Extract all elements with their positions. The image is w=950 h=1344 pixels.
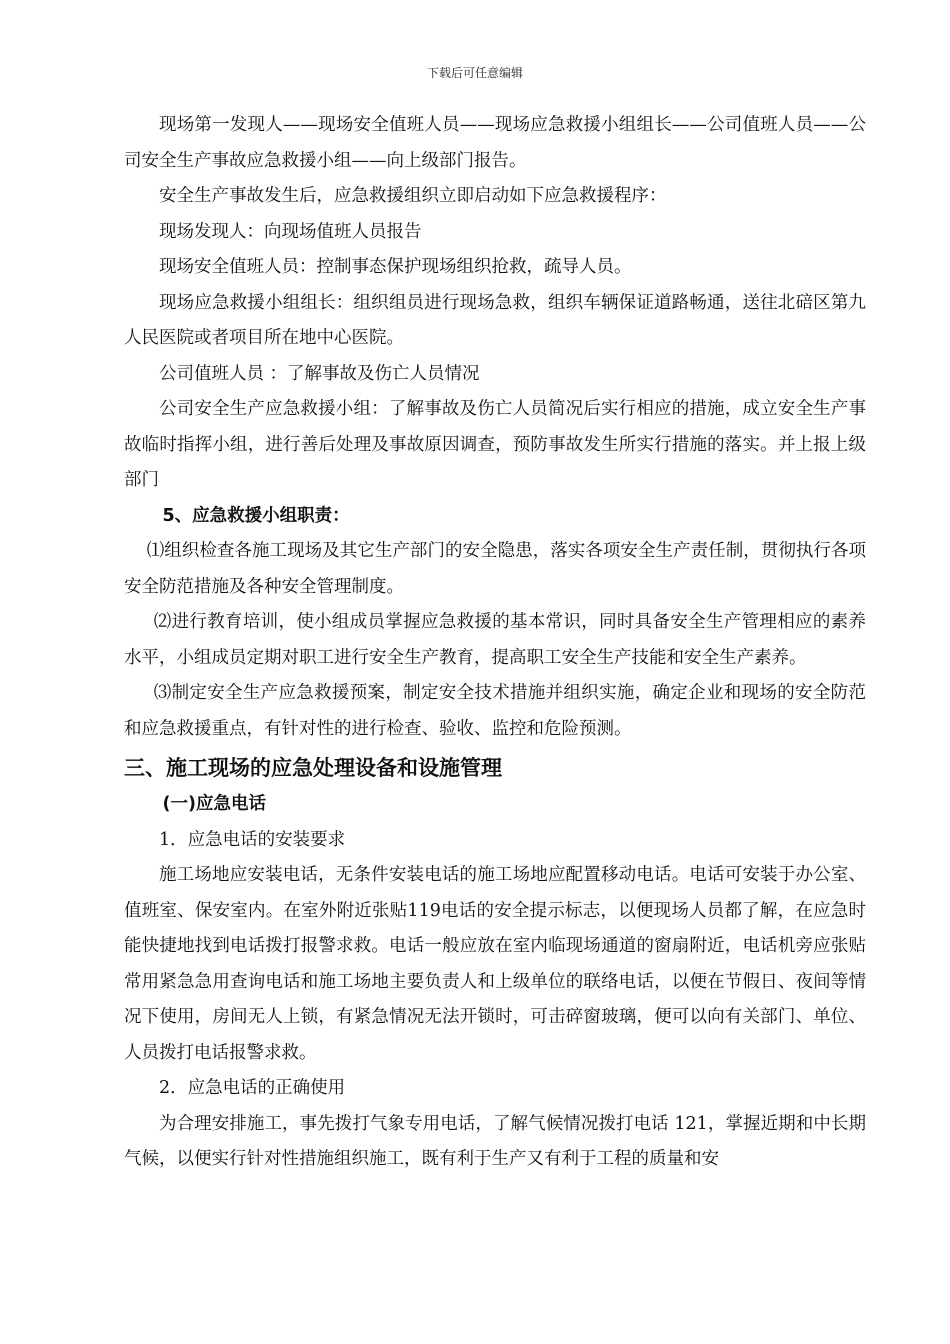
subsection-heading-phone: (一)应急电话 xyxy=(162,794,266,814)
paragraph-usage: 为合理安排施工，事先拨打气象专用电话，了解气候情况拨打电话 121，掌握近期和中长期气候，以便实行针对性措施组织施工，既有利于生产又有利于工程的质量和安 xyxy=(124,1113,866,1169)
duty-item-2: ⑵进行教育培训，使小组成员掌握应急救援的基本常识，同时具备安全生产管理相应的素养水平，小组成员定期对职工进行安全生产教育，提高职工安全生产技能和安全生产素养。 xyxy=(124,612,866,668)
paragraph-install: 施工场地应安装电话，无条件安装电话的施工场地应配置移动电话。电话可安装于办公室、值班室、保安室内。在室外附近张贴119电话的安全提示标志，以便现场人员都了解，在应急时能快捷地找到电话拨打报警求救。电话一般应放在室内临现场通道的窗扇附近，电话机旁应张贴常用紧急急用查询电话和施工场地主要负责人和上级单位的联络电话，以便在节假日、夜间等情况下使用，房间无人上锁，有紧急情况无法开锁时，可击碎窗玻璃，便可以向有关部门、单位、人员拨打电话报警求救。 xyxy=(124,865,866,1063)
paragraph-team-leader: 现场应急救援小组组长：组织组员进行现场急救，组织车辆保证道路畅通，送往北碚区第九人民医院或者项目所在地中心医院。 xyxy=(124,292,866,348)
item-heading-install: 1．应急电话的安装要求 xyxy=(159,829,346,850)
paragraph-site-duty: 现场安全值班人员：控制事态保护现场组织抢救，疏导人员。 xyxy=(159,257,632,277)
item-heading-usage: 2．应急电话的正确使用 xyxy=(159,1078,346,1098)
section-heading-duties: 5、应急救援小组职责： xyxy=(162,505,350,526)
duty-item-3: ⑶制定安全生产应急救援预案，制定安全技术措施并组织实施，确定企业和现场的安全防范和应急救援重点，有针对性的进行检查、验收、监控和危险预测。 xyxy=(124,683,866,739)
paragraph-company-duty: 公司值班人员 ：了解事故及伤亡人员情况 xyxy=(159,363,480,384)
paragraph-discoverer: 现场发现人：向现场值班人员报告 xyxy=(159,221,422,242)
duty-item-1: ⑴组织检查各施工现场及其它生产部门的安全隐患，落实各项安全生产责任制，贯彻执行各项安全防范措施及各种安全管理制度。 xyxy=(124,541,866,597)
paragraph-company-team: 公司安全生产应急救援小组：了解事故及伤亡人员简况后实行相应的措施，成立安全生产事故临时指挥小组，进行善后处理及事故原因调查，预防事故发生所实行措施的落实。并上报上级部门 xyxy=(124,399,866,490)
paragraph-report-chain: 现场第一发现人——现场安全值班人员——现场应急救援小组组长——公司值班人员——公司安全生产事故应急救援小组——向上级部门报告。 xyxy=(124,115,866,171)
chapter-heading-equipment: 三、施工现场的应急处理设备和设施管理 xyxy=(124,756,502,780)
paragraph-procedure-intro: 安全生产事故发生后，应急救援组织立即启动如下应急救援程序： xyxy=(159,186,667,206)
document-body xyxy=(124,108,866,1178)
page-header-note: 下载后可任意编辑 xyxy=(426,66,523,80)
